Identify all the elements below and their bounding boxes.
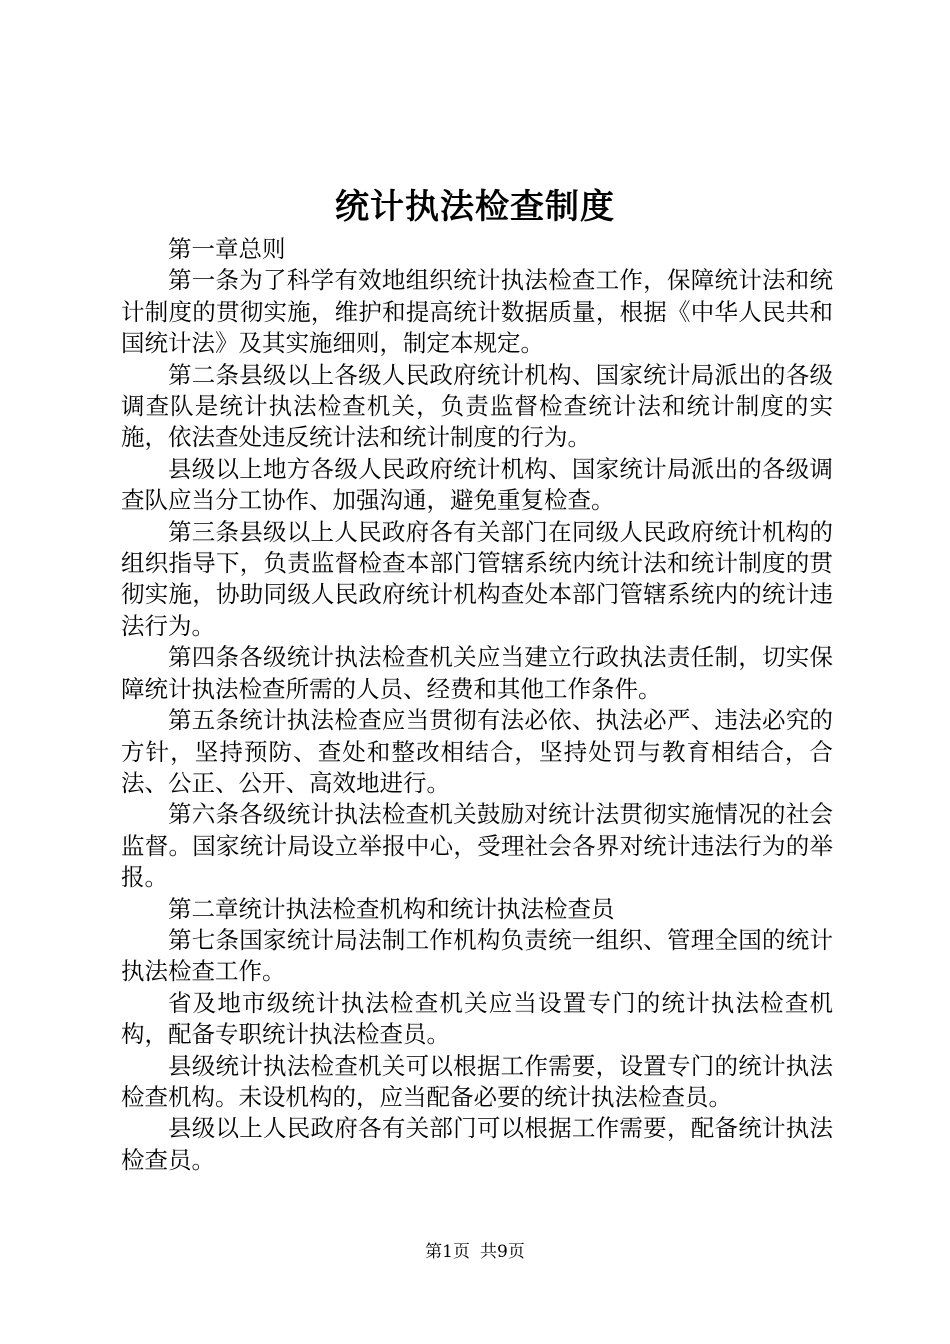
page-footer [0, 1240, 950, 1264]
article-paragraph: 第五条统计执法检查应当贯彻有法必依、执法必严、违法必究的方针，坚持预防、查处和整改相结合，坚持处罚与教育相结合，合法、公正、公开、高效地进行。 [121, 706, 833, 797]
article-paragraph: 省及地市级统计执法检查机关应当设置专门的统计执法检查机构，配备专职统计执法检查员。 [121, 988, 833, 1049]
article-paragraph: 县级以上地方各级人民政府统计机构、国家统计局派出的各级调查队应当分工协作、加强沟通，避免重复检查。 [121, 454, 833, 515]
chapter-heading: 第二章统计执法检查机构和统计执法检查员 [168, 894, 615, 923]
article-paragraph: 第七条国家统计局法制工作机构负责统一组织、管理全国的统计执法检查工作。 [121, 925, 833, 986]
article-paragraph: 第四条各级统计执法检查机关应当建立行政执法责任制，切实保障统计执法检查所需的人员、经费和其他工作条件。 [121, 643, 833, 703]
article-paragraph: 第一条为了科学有效地组织统计执法检查工作，保障统计法和统计制度的贯彻实施，维护和提高统计数据质量，根据《中华人民共和国统计法》及其实施细则，制定本规定。 [121, 266, 833, 358]
article-paragraph: 县级以上人民政府各有关部门可以根据工作需要，配备统计执法检查员。 [121, 1114, 833, 1174]
article-paragraph: 第六条各级统计执法检查机关鼓励对统计法贯彻实施情况的社会监督。国家统计局设立举报中心，受理社会各界对统计违法行为的举报。 [121, 800, 833, 892]
document-title: 统计执法检查制度 [335, 187, 615, 227]
page-number: 第1页 [425, 1242, 470, 1262]
article-paragraph: 第二条县级以上各级人民政府统计机构、国家统计局派出的各级调查队是统计执法检查机关，负责监督检查统计法和统计制度的实施，依法查处违反统计法和统计制度的行为。 [121, 360, 833, 452]
article-paragraph: 县级统计执法检查机关可以根据工作需要，设置专门的统计执法检查机构。未设机构的，应当配备必要的统计执法检查员。 [121, 1051, 833, 1111]
page-total: 共9页 [480, 1242, 525, 1262]
chapter-heading: 第一章总则 [168, 235, 286, 263]
article-paragraph: 第三条县级以上人民政府各有关部门在同级人民政府统计机构的组织指导下，负责监督检查本部门管辖系统内统计法和统计制度的贯彻实施，协助同级人民政府统计机构查处本部门管辖系统内的统计违法行为。 [121, 517, 833, 640]
document-body [121, 234, 833, 1176]
